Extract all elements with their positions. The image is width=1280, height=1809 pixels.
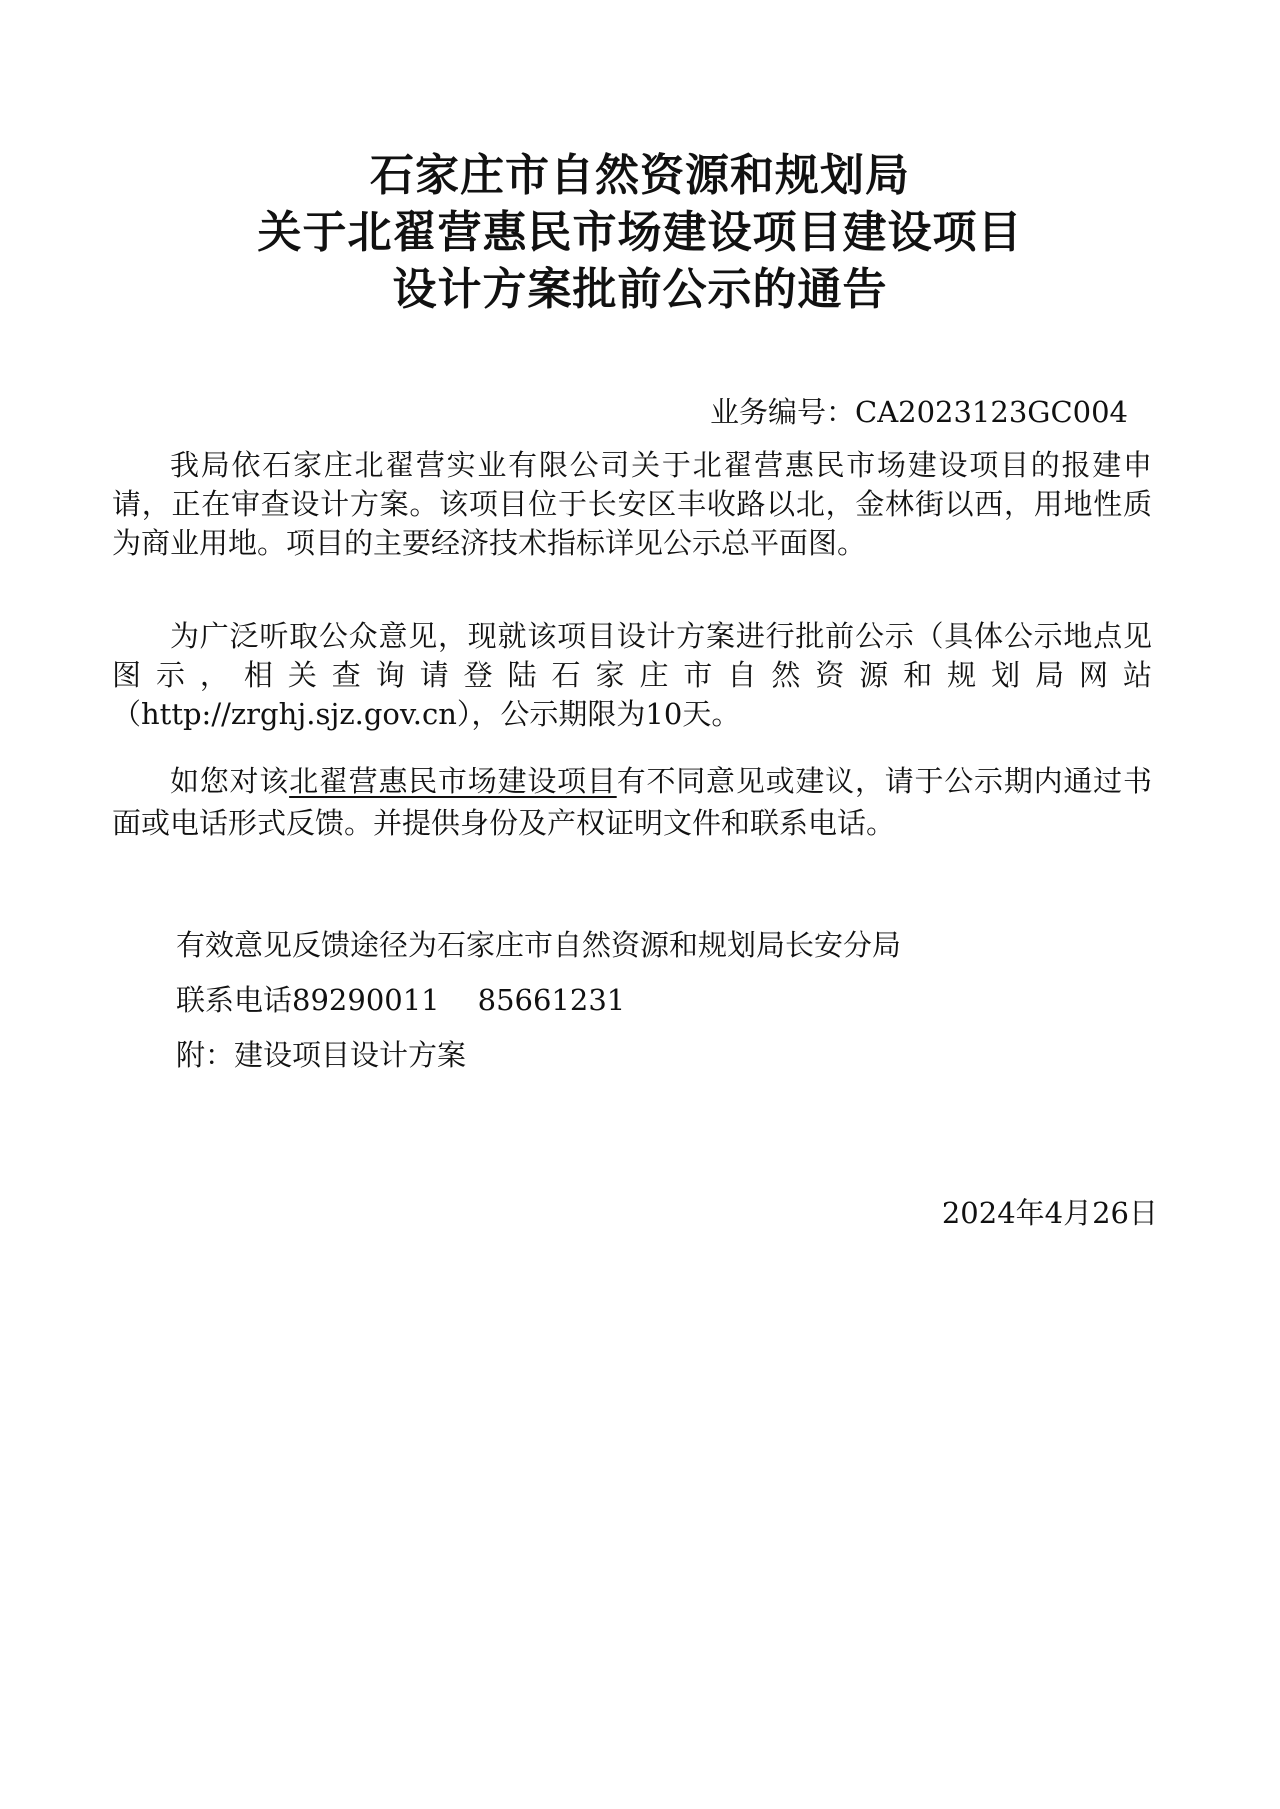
title-line-3: 设计方案批前公示的通告 <box>392 264 888 315</box>
project-name-underlined: 北翟营惠民市场建设项目 <box>289 764 617 798</box>
notice-date: 2024年4月26日 <box>941 1196 1158 1230</box>
phone-1: 89290011 <box>292 983 440 1017</box>
attachment-line: 附：建设项目设计方案 <box>176 1038 467 1072</box>
paragraph-feedback-request <box>112 760 1152 844</box>
feedback-channel: 有效意见反馈途径为石家庄市自然资源和规划局长安分局 <box>176 928 902 962</box>
contact-phones <box>176 980 625 1020</box>
contact-label: 联系电话 <box>176 983 293 1017</box>
phone-2: 85661231 <box>477 983 626 1017</box>
serial-value: CA2023123GC004 <box>855 395 1128 429</box>
paragraph-review-notice: 我局依石家庄北翟营实业有限公司关于北翟营惠民市场建设项目的报建申请，正在审查设计方案。该项目位于长安区丰收路以北，金林街以西，用地性质为商业用地。项目的主要经济技术指标详见公示总平面图。 <box>112 448 1152 560</box>
business-serial-number <box>710 392 1128 432</box>
title-line-1: 石家庄市自然资源和规划局 <box>370 150 910 201</box>
serial-label: 业务编号： <box>709 395 855 429</box>
paragraph3-before: 如您对该 <box>170 764 290 798</box>
title-line-2: 关于北翟营惠民市场建设项目建设项目 <box>257 207 1023 258</box>
paragraph3-after: 有不同意见或建议，请于公示期内通过书面或电话形式反馈。并提供身份及产权证明文件和联系电话。 <box>112 764 1152 840</box>
paragraph-public-notice: 为广泛听取公众意见，现就该项目设计方案进行批前公示（具体公示地点见图示，相关查询请登陆石家庄市自然资源和规划局网站（http://zrghj.sjz.gov.cn），公示期限为10天。 <box>112 619 1152 731</box>
